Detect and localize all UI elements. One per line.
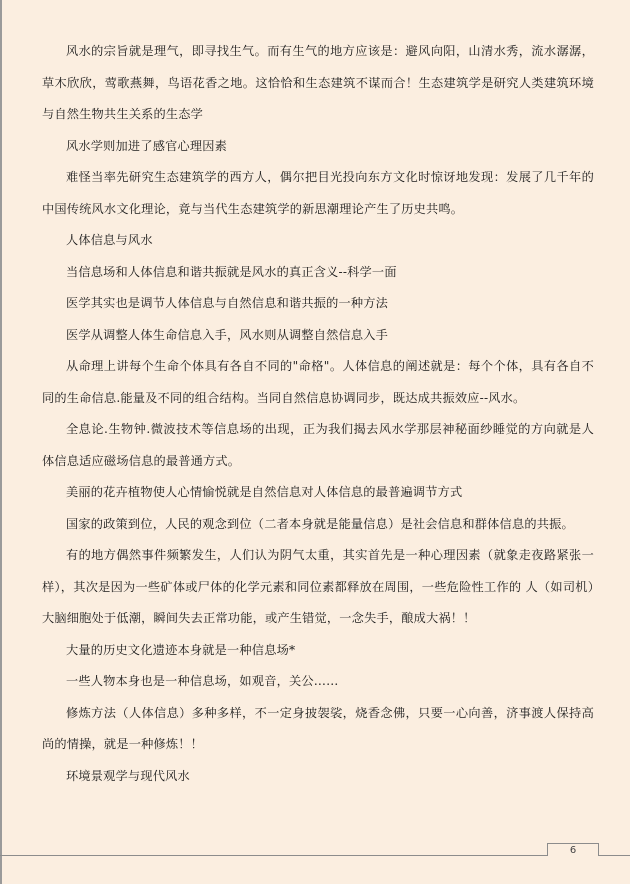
paragraph: 从命理上讲每个生命个体具有各自不同的"命格"。人体信息的阐述就是：每个个体，具有各自不同的生命信息.能量及不同的组合结构。当同自然信息协调同步，既达成共振效应--风水。 xyxy=(42,359,594,405)
paragraph: 修炼方法（人体信息）多种多样，不一定身披袈裟，烧香念佛，只要一心向善，济事渡人保持高尚的情操，就是一种修炼！！ xyxy=(42,705,594,751)
paragraph: 风水的宗旨就是理气，即寻找生气。而有生气的地方应该是：避风向阳，山清水秀，流水潺潺，草木欣欣，莺歌燕舞，鸟语花香之地。这恰恰和生态建筑不谋而合！生态建筑学是研究人类建筑环境与自然生物共生关系的生态学 xyxy=(42,44,594,121)
section-heading: 环境景观学与现代风水 xyxy=(66,768,190,783)
page-number: 6 xyxy=(547,843,599,856)
paragraph: 医学其实也是调节人体信息与自然信息和谐共振的一种方法 xyxy=(66,296,389,310)
paragraph: 美丽的花卉植物使人心情愉悦就是自然信息对人体信息的最普遍调节方式 xyxy=(66,485,463,499)
paragraph: 全息论.生物钟.微波技术等信息场的出现，正为我们揭去风水学那层神秘面纱睡觉的方向就是人体信息适应磁场信息的最普通方式。 xyxy=(42,422,594,468)
section-heading: 人体信息与风水 xyxy=(66,233,153,247)
paragraph: 风水学则加进了感官心理因素 xyxy=(66,138,228,153)
paragraph: 难怪当率先研究生态建筑学的西方人，偶尔把目光投向东方文化时惊讶地发现：发展了几千年的中国传统风水文化理论，竟与当代生态建筑学的新思潮理论产生了历史共鸣。 xyxy=(42,170,594,216)
paragraph: 当信息场和人体信息和谐共振就是风水的真正含义--科学一面 xyxy=(66,264,397,279)
paragraph: 有的地方偶然事件频繁发生，人们认为阴气太重，其实首先是一种心理因素（就象走夜路紧张一样），其次是因为一些矿体或尸体的化学元素和同位素都释放在周围，一些危险性工作的 人（如司机）大脑细胞处于低潮，瞬间失去正常功能，或产生错觉，一念失手，酿成大祸！！ xyxy=(42,548,594,625)
paragraph: 大量的历史文化遗迹本身就是一种信息场* xyxy=(66,642,296,657)
paragraph: 一些人物本身也是一种信息场，如观音，关公…… xyxy=(66,674,339,688)
paragraph: 医学从调整人体生命信息入手，风水则从调整自然信息入手 xyxy=(66,327,389,342)
page-body xyxy=(42,36,594,792)
page-left-edge xyxy=(0,0,2,884)
footer-divider xyxy=(0,855,630,856)
paragraph: 国家的政策到位，人民的观念到位（二者本身就是能量信息）是社会信息和群体信息的共振。 xyxy=(66,516,574,531)
